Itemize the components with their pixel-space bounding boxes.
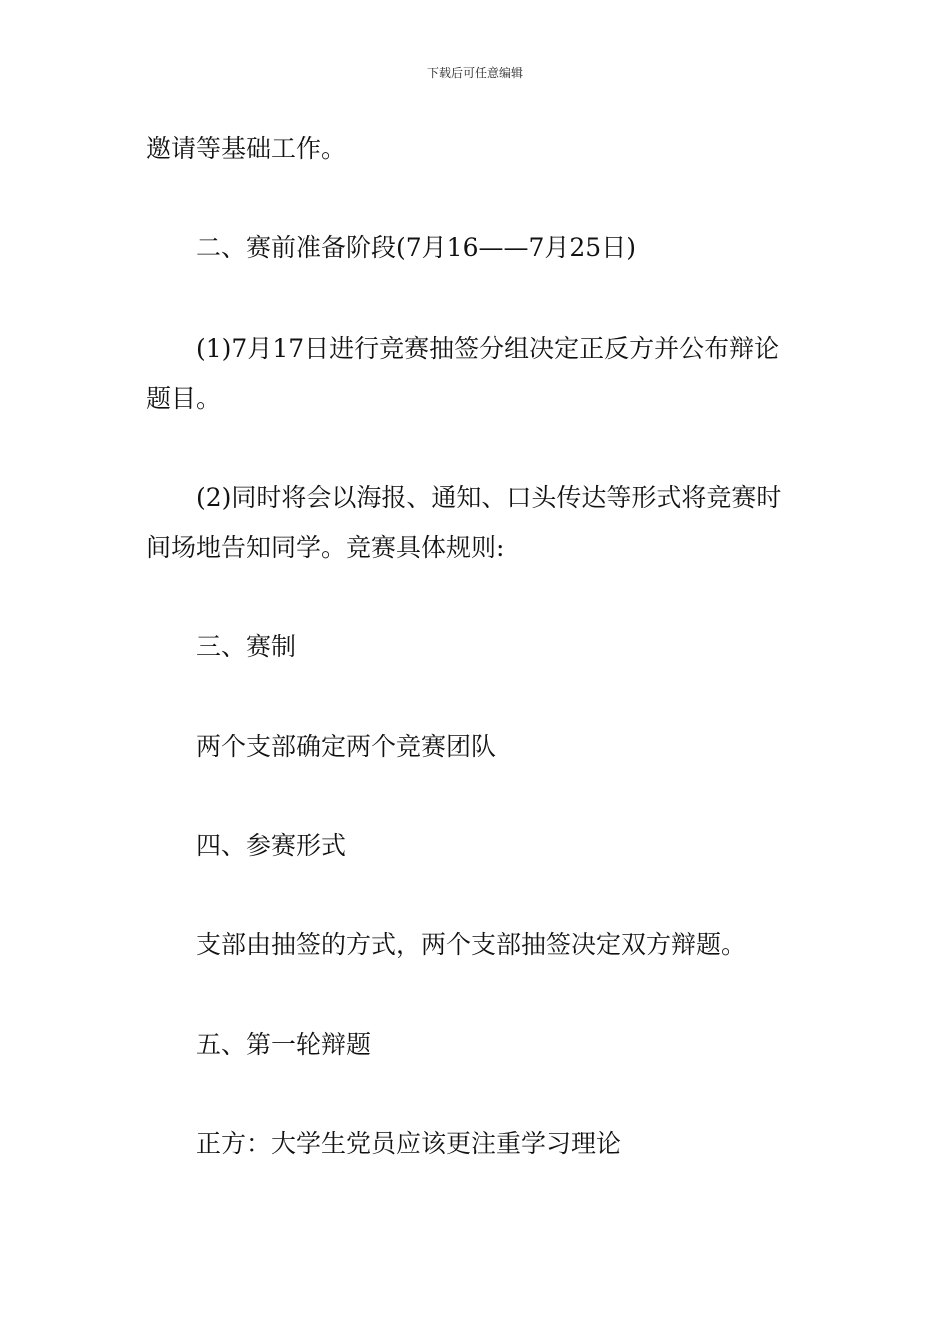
paragraph-line: 邀请等基础工作。 bbox=[146, 134, 347, 163]
paragraph-line: (1)7月17日进行竞赛抽签分组决定正反方并公布辩论 bbox=[196, 334, 780, 363]
section-heading: 二、赛前准备阶段(7月16——7月25日) bbox=[196, 233, 636, 262]
paragraph-line: 间场地告知同学。竞赛具体规则: bbox=[146, 533, 505, 562]
paragraph-line: 题目。 bbox=[146, 384, 222, 413]
paragraph-line: 支部由抽签的方式，两个支部抽签决定双方辩题。 bbox=[196, 930, 747, 959]
section-heading: 四、参赛形式 bbox=[196, 831, 347, 860]
section-heading: 五、第一轮辩题 bbox=[196, 1030, 372, 1059]
page-header: 下载后可任意编辑 bbox=[426, 66, 523, 80]
paragraph-line: 两个支部确定两个竞赛团队 bbox=[196, 732, 497, 761]
paragraph-line: (2)同时将会以海报、通知、口头传达等形式将竞赛时 bbox=[196, 483, 782, 512]
paragraph-line: 正方：大学生党员应该更注重学习理论 bbox=[196, 1129, 622, 1158]
section-heading: 三、赛制 bbox=[196, 632, 297, 661]
